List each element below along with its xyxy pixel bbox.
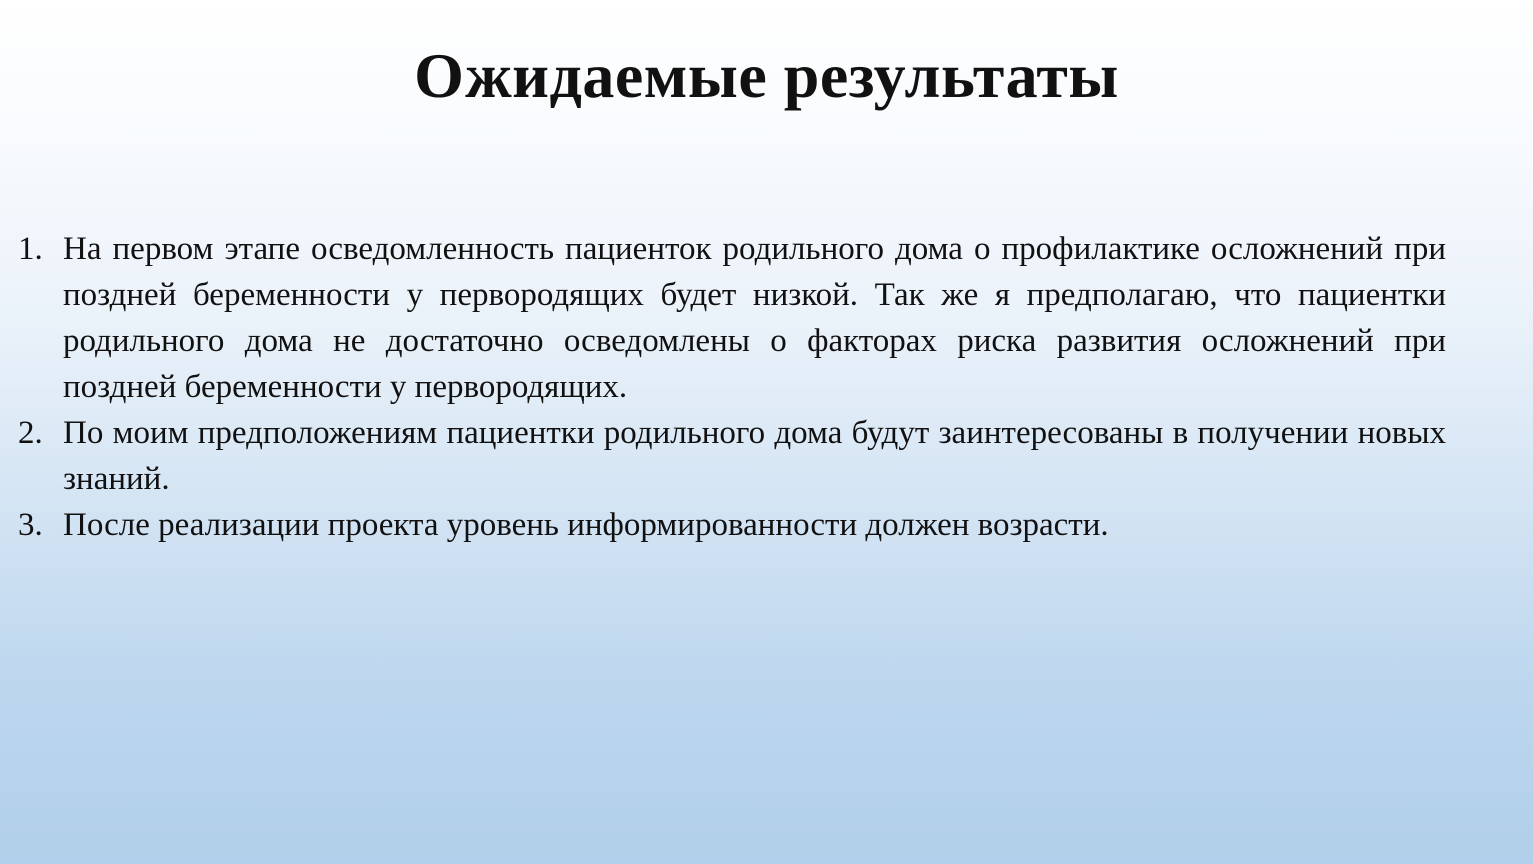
slide-title: Ожидаемые результаты bbox=[414, 40, 1119, 111]
list-item-text: На первом этапе осведомленность пациенток родильного дома о профилактике осложнений при поздней беременности у первородящих будет низкой. Так же я предполагаю, что пациентки родильного дома не достаточно осведомлены о факторах риска развития осложнений при поздней беременности у первородящих. bbox=[63, 231, 1446, 405]
list-item-text: После реализации проекта уровень информированности должен возрасти. bbox=[63, 507, 1109, 543]
list-item-number: 1. bbox=[18, 231, 43, 267]
list-item bbox=[18, 410, 1446, 502]
list-item-number: 3. bbox=[18, 507, 43, 543]
list-item bbox=[18, 226, 1446, 410]
list-item-text: По моим предположениям пациентки родильного дома будут заинтересованы в получении новых знаний. bbox=[63, 415, 1446, 497]
list-item-number: 2. bbox=[18, 415, 43, 451]
list-item bbox=[18, 502, 1446, 548]
expected-results-list bbox=[18, 226, 1446, 548]
